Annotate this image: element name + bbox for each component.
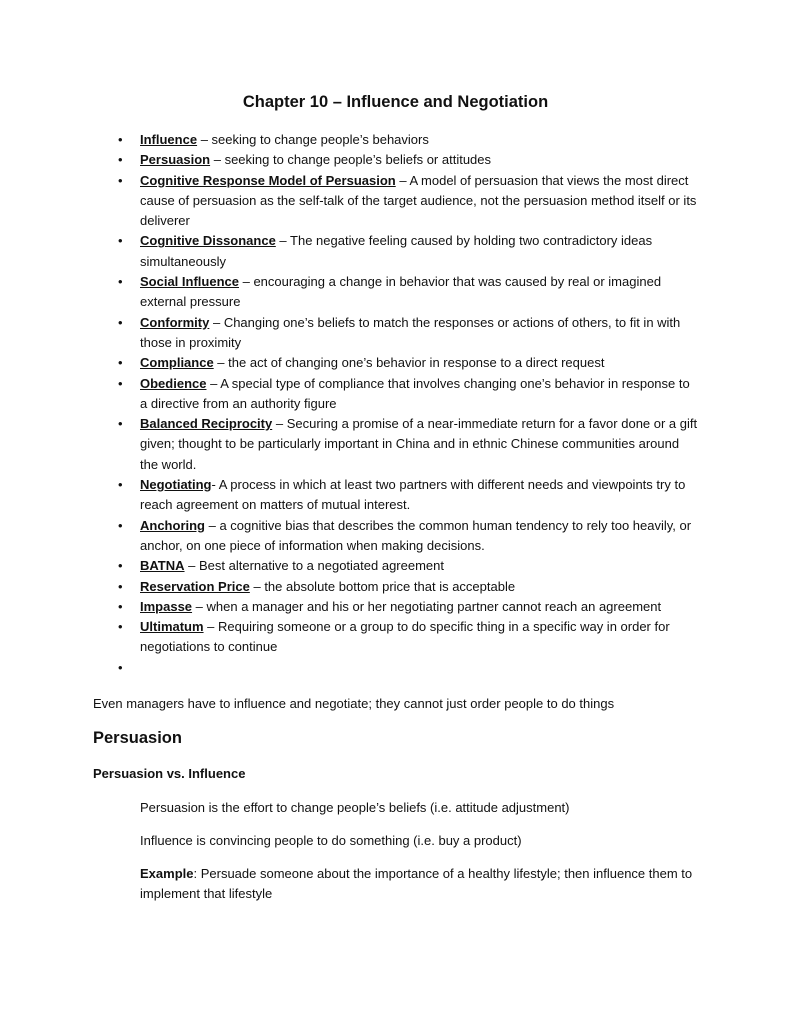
- definition-term: Ultimatum: [140, 619, 204, 635]
- definition-text: Requiring someone or a group to do specific thing in a specific way in order for negotiations to continue: [140, 619, 670, 655]
- bullet-icon: •: [118, 274, 123, 290]
- example-text: : Persuade someone about the importance of a healthy lifestyle; then influence them to implement that lifestyle: [140, 866, 693, 902]
- definition-list: [118, 130, 700, 680]
- bullet-icon: •: [118, 578, 123, 594]
- definition-term: Anchoring: [140, 517, 205, 533]
- bullet-icon: •: [118, 314, 123, 330]
- persuasion-definition-paragraph: Persuasion is the effort to change people’s beliefs (i.e. attitude adjustment): [140, 800, 570, 815]
- definition-term: Persuasion: [140, 152, 211, 168]
- definition-term: Conformity: [140, 314, 210, 330]
- definition-separator: –: [395, 172, 410, 188]
- bullet-icon: •: [118, 659, 123, 675]
- bullet-icon: •: [118, 233, 123, 249]
- example-paragraph: [140, 864, 705, 905]
- definition-term: Reservation Price: [140, 578, 250, 594]
- bullet-icon: •: [118, 375, 123, 391]
- bullet-icon: •: [118, 355, 123, 371]
- definition-text: a cognitive bias that describes the common human tendency to rely too heavily, or anchor, on one piece of information when making decisions.: [140, 517, 692, 553]
- definition-term: Influence: [140, 132, 198, 147]
- definition-text: seeking to change people’s beliefs or attitudes: [224, 152, 492, 168]
- list-item: [118, 353, 700, 373]
- definition-separator: –: [184, 558, 199, 574]
- definition-text: Best alternative to a negotiated agreement: [199, 558, 444, 574]
- definition-separator: –: [206, 375, 221, 391]
- bullet-icon: •: [118, 132, 123, 147]
- definition-term: Cognitive Dissonance: [140, 233, 276, 249]
- list-item: [118, 617, 700, 658]
- definition-text: encouraging a change in behavior that was caused by real or imagined external pressure: [140, 274, 662, 310]
- sub-heading: Persuasion vs. Influence: [93, 766, 246, 781]
- definition-separator: –: [192, 598, 207, 614]
- definition-separator: –: [275, 233, 291, 249]
- page-title: Chapter 10 – Influence and Negotiation: [242, 93, 549, 111]
- bullet-icon: •: [118, 558, 123, 574]
- definition-separator: –: [205, 517, 220, 533]
- definition-text: A special type of compliance that involves changing one’s behavior in response to a directive from an authority figure: [140, 375, 690, 411]
- definition-separator: –: [272, 416, 287, 432]
- definition-term: Compliance: [140, 355, 214, 371]
- list-item: [118, 577, 700, 597]
- empty-list-item: [118, 658, 700, 680]
- definition-term: Negotiating: [140, 477, 212, 493]
- list-item: [118, 516, 700, 557]
- list-item: [118, 231, 700, 272]
- list-item: [118, 475, 700, 516]
- list-item: [118, 272, 700, 313]
- definition-term: BATNA: [140, 558, 185, 574]
- bullet-icon: •: [118, 416, 123, 432]
- list-item: [118, 150, 700, 170]
- list-item: [118, 597, 700, 617]
- definition-text: Securing a promise of a near-immediate return for a favor done or a gift given; thought to be particularly important in China and in ethnic Chinese communities around the world.: [140, 416, 698, 472]
- definition-term: Obedience: [140, 375, 207, 391]
- influence-definition-paragraph: Influence is convincing people to do something (i.e. buy a product): [140, 833, 522, 848]
- bullet-icon: •: [118, 598, 123, 614]
- example-label: Example: [140, 866, 194, 881]
- definition-separator: –: [249, 578, 265, 594]
- definition-separator: –: [209, 314, 224, 330]
- bullet-icon: •: [118, 517, 123, 533]
- definition-separator: –: [210, 152, 225, 168]
- list-item: [118, 130, 700, 150]
- definition-term: Cognitive Response Model of Persuasion: [140, 172, 396, 188]
- section-heading: Persuasion: [93, 729, 182, 747]
- definition-term: Balanced Reciprocity: [140, 416, 273, 432]
- list-item: [118, 171, 700, 232]
- definition-separator: –: [197, 132, 212, 147]
- definition-term: Social Influence: [140, 274, 239, 290]
- definition-separator: –: [213, 355, 229, 371]
- definition-separator: -: [211, 477, 219, 493]
- list-item: [118, 374, 700, 415]
- definition-text: Changing one’s beliefs to match the responses or actions of others, to fit in with those in proximity: [140, 314, 681, 350]
- definition-text: seeking to change people’s behaviors: [211, 132, 429, 147]
- definition-text: when a manager and his or her negotiating partner cannot reach an agreement: [206, 598, 662, 614]
- list-item: [118, 414, 700, 475]
- bullet-icon: •: [118, 152, 123, 168]
- bullet-icon: •: [118, 619, 123, 635]
- bullet-icon: •: [118, 477, 123, 493]
- definition-text: the absolute bottom price that is acceptable: [264, 578, 516, 594]
- definition-term: Impasse: [140, 598, 193, 614]
- definition-separator: –: [238, 274, 254, 290]
- definition-text: The negative feeling caused by holding two contradictory ideas simultaneously: [140, 233, 653, 269]
- definition-separator: –: [203, 619, 219, 635]
- bullet-icon: •: [118, 172, 123, 188]
- intro-paragraph: Even managers have to influence and negotiate; they cannot just order people to do things: [93, 696, 615, 711]
- list-item: [118, 556, 700, 576]
- definition-text: the act of changing one’s behavior in response to a direct request: [228, 355, 605, 371]
- list-item: [118, 313, 700, 354]
- definition-text: A process in which at least two partners with different needs and viewpoints try to reach agreement on matters of mutual interest.: [140, 477, 686, 513]
- definition-text: A model of persuasion that views the most direct cause of persuasion as the self-talk of the target audience, not the persuasion method itself or its deliverer: [140, 172, 697, 229]
